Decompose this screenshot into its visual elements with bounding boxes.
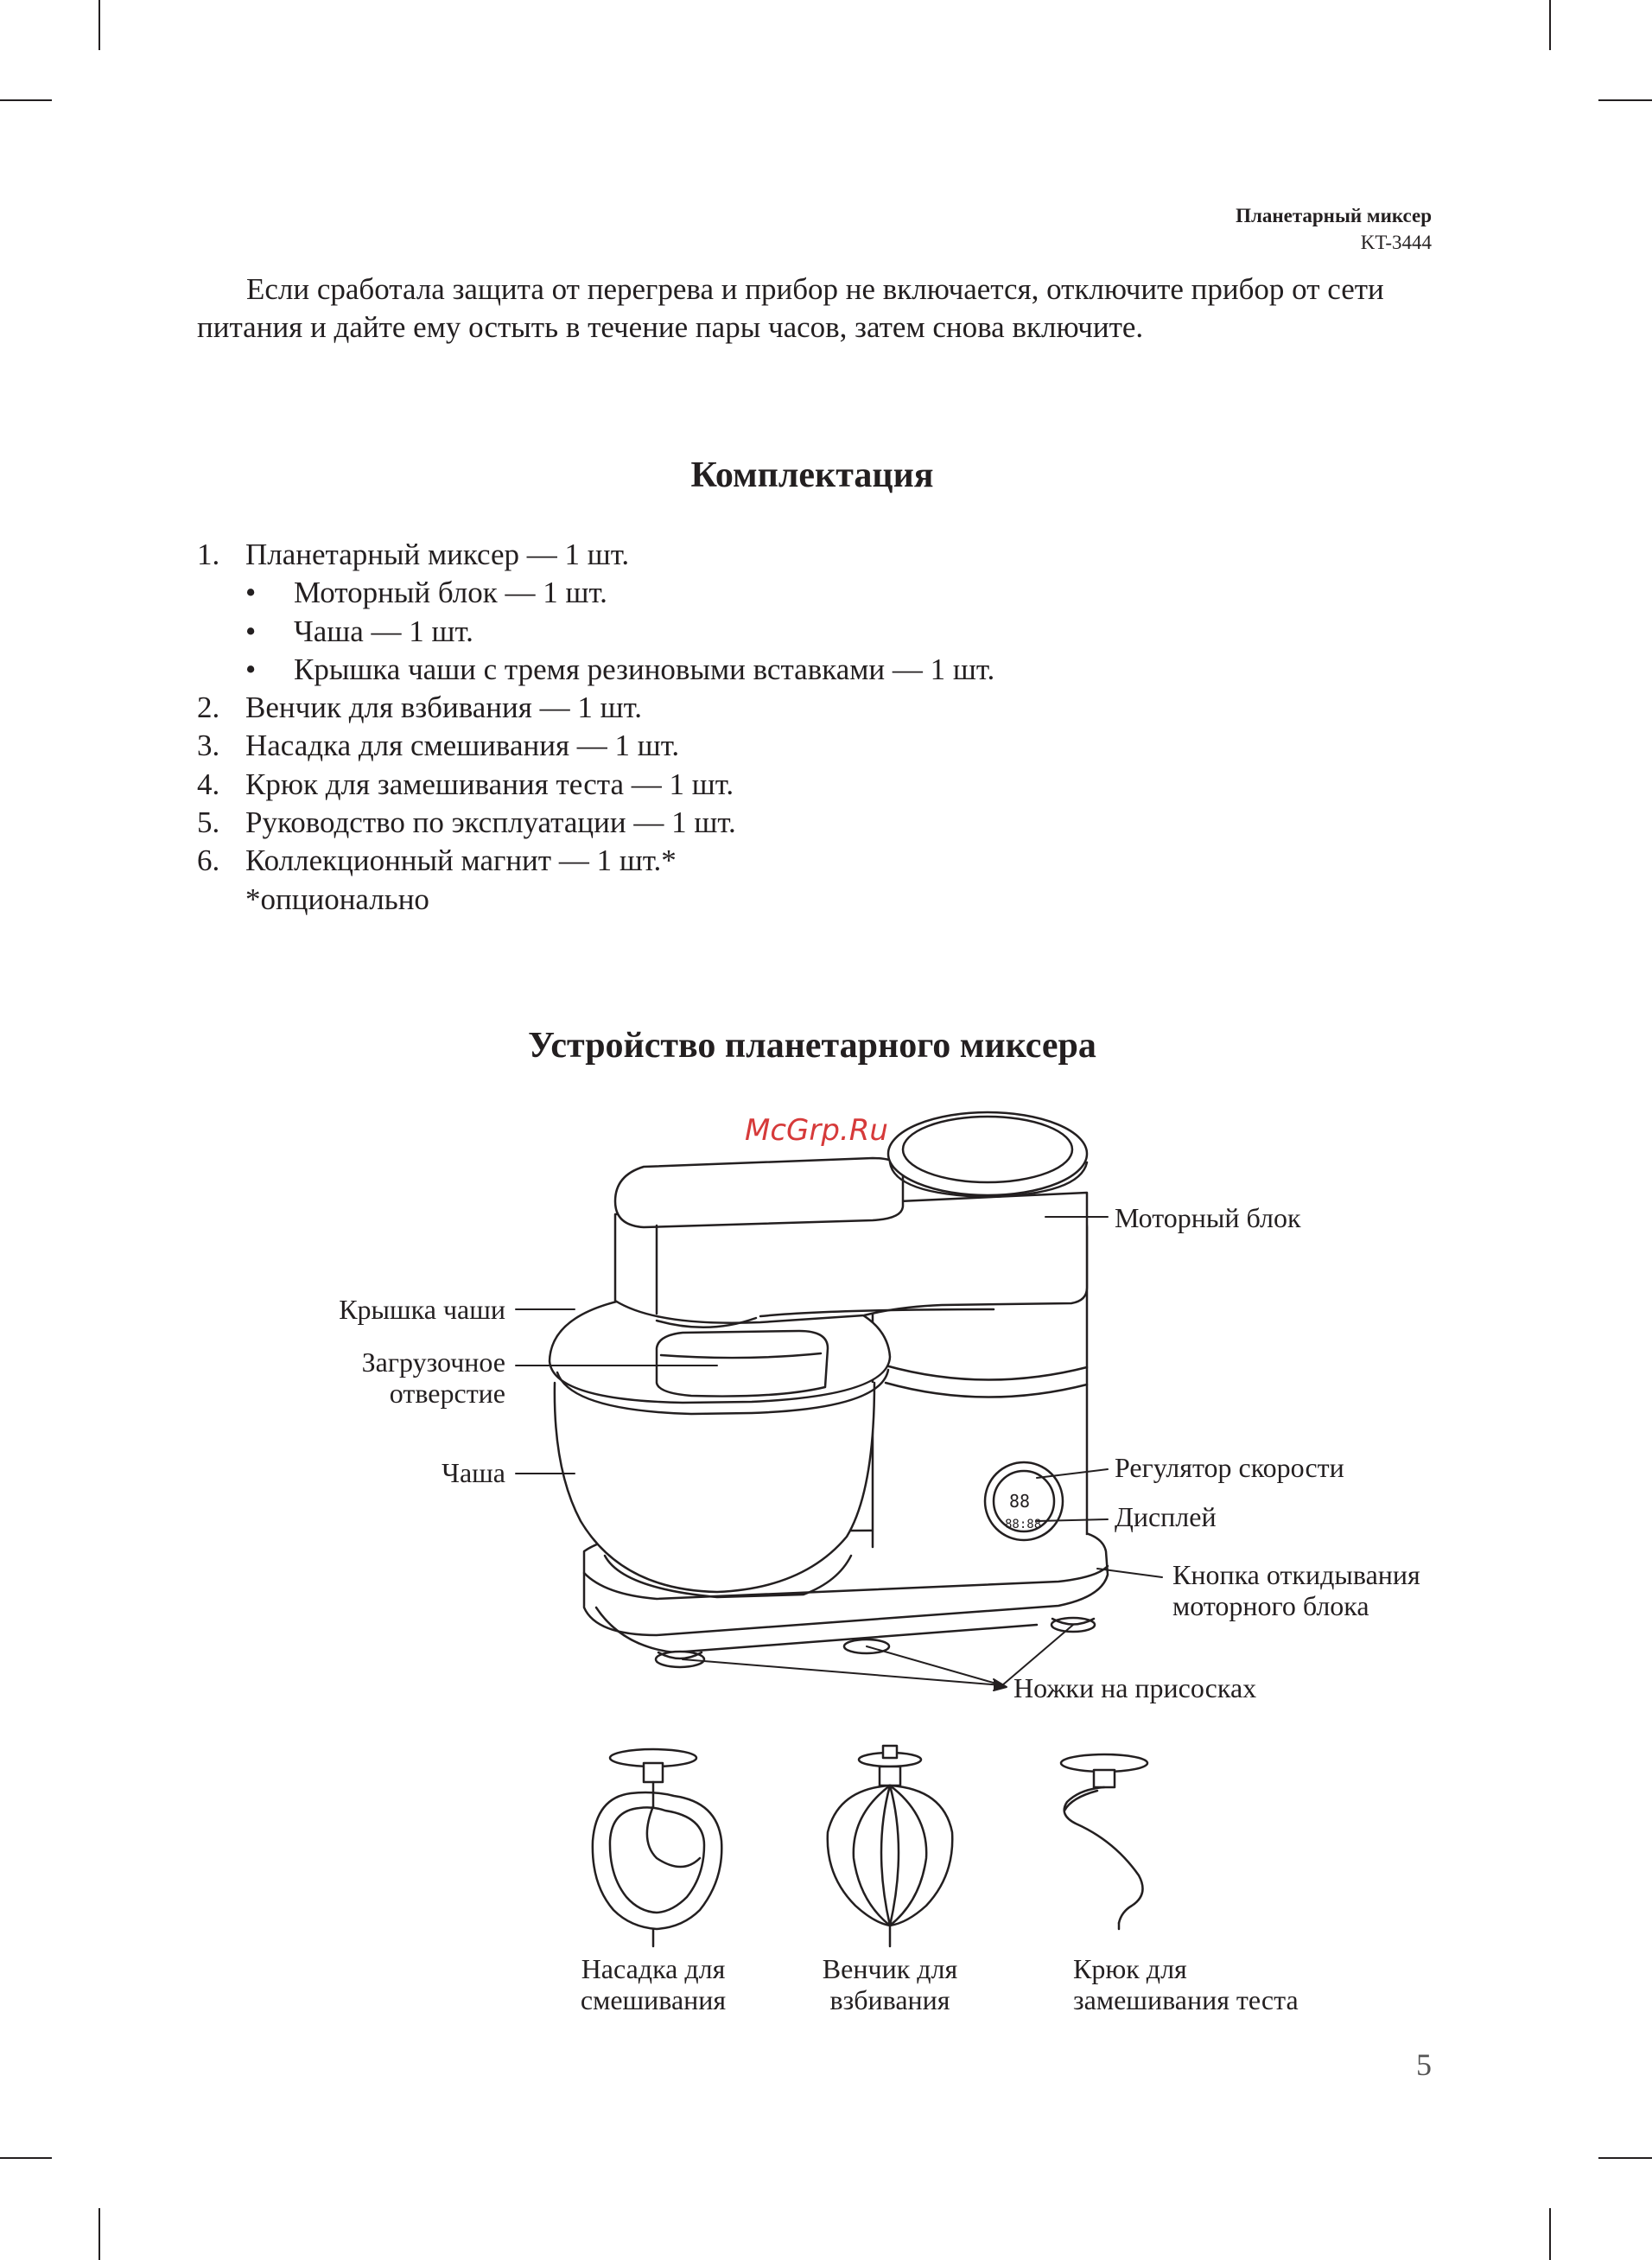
label-bowl: Чаша (442, 1457, 505, 1488)
label-beater-1: Насадка для (581, 1953, 726, 1984)
list-item: 4. Крюк для замешивания теста — 1 шт. (197, 767, 734, 801)
label-display: Дисплей (1115, 1501, 1217, 1532)
page-number: 5 (1416, 2047, 1432, 2082)
display-readout-bottom: 88:88 (1005, 1518, 1042, 1531)
header-model: KT-3444 (1360, 232, 1432, 253)
list-item: • Моторный блок — 1 шт. (245, 576, 607, 610)
beater-drawing (593, 1749, 721, 1946)
label-whisk-1: Венчик для (822, 1953, 958, 1984)
label-hook-2: замешивания теста (1073, 1984, 1299, 2015)
label-speed-regulator: Регулятор скорости (1115, 1452, 1344, 1483)
label-suction-feet: Ножки на присосках (1013, 1672, 1257, 1703)
header-product: Планетарный миксер (1236, 205, 1432, 226)
display-readout-top: 88 (1009, 1491, 1031, 1512)
label-whisk-2: взбивания (829, 1984, 950, 2015)
watermark: McGrp.Ru (745, 1113, 888, 1148)
contents-title: Комплектация (690, 455, 934, 495)
list-item: • Чаша — 1 шт. (245, 614, 473, 648)
label-tilt-button-1: Кнопка откидывания (1172, 1559, 1420, 1590)
device-title: Устройство планетарного миксера (528, 1026, 1096, 1066)
list-item: 6. Коллекционный магнит — 1 шт.* (197, 844, 677, 878)
list-item: • Крышка чаши с тремя резиновыми вставками — 1 шт. (245, 652, 995, 686)
intro-text: Если сработала защита от перегрева и прибор не включается, отключите прибор от сети питания и дайте ему остыть в течение пары часов, затем снова включите. (197, 272, 1384, 344)
hook-drawing (1061, 1754, 1147, 1929)
list-item: 1. Планетарный миксер — 1 шт. (197, 538, 630, 571)
label-tilt-button-2: моторного блока (1172, 1590, 1369, 1621)
label-loading-hole-2: отверстие (389, 1378, 505, 1409)
label-bowl-lid: Крышка чаши (339, 1294, 505, 1325)
label-loading-hole-1: Загрузочное (361, 1346, 505, 1378)
list-footnote: *опционально (245, 882, 429, 916)
label-motor-block: Моторный блок (1115, 1202, 1301, 1233)
list-item: 5. Руководство по эксплуатации — 1 шт. (197, 805, 736, 840)
list-item: 2. Венчик для взбивания — 1 шт. (197, 691, 642, 725)
label-beater-2: смешивания (580, 1984, 727, 2015)
list-item: 3. Насадка для смешивания — 1 шт. (197, 729, 680, 763)
whisk-drawing (828, 1746, 952, 1946)
label-hook-1: Крюк для (1073, 1953, 1187, 1984)
